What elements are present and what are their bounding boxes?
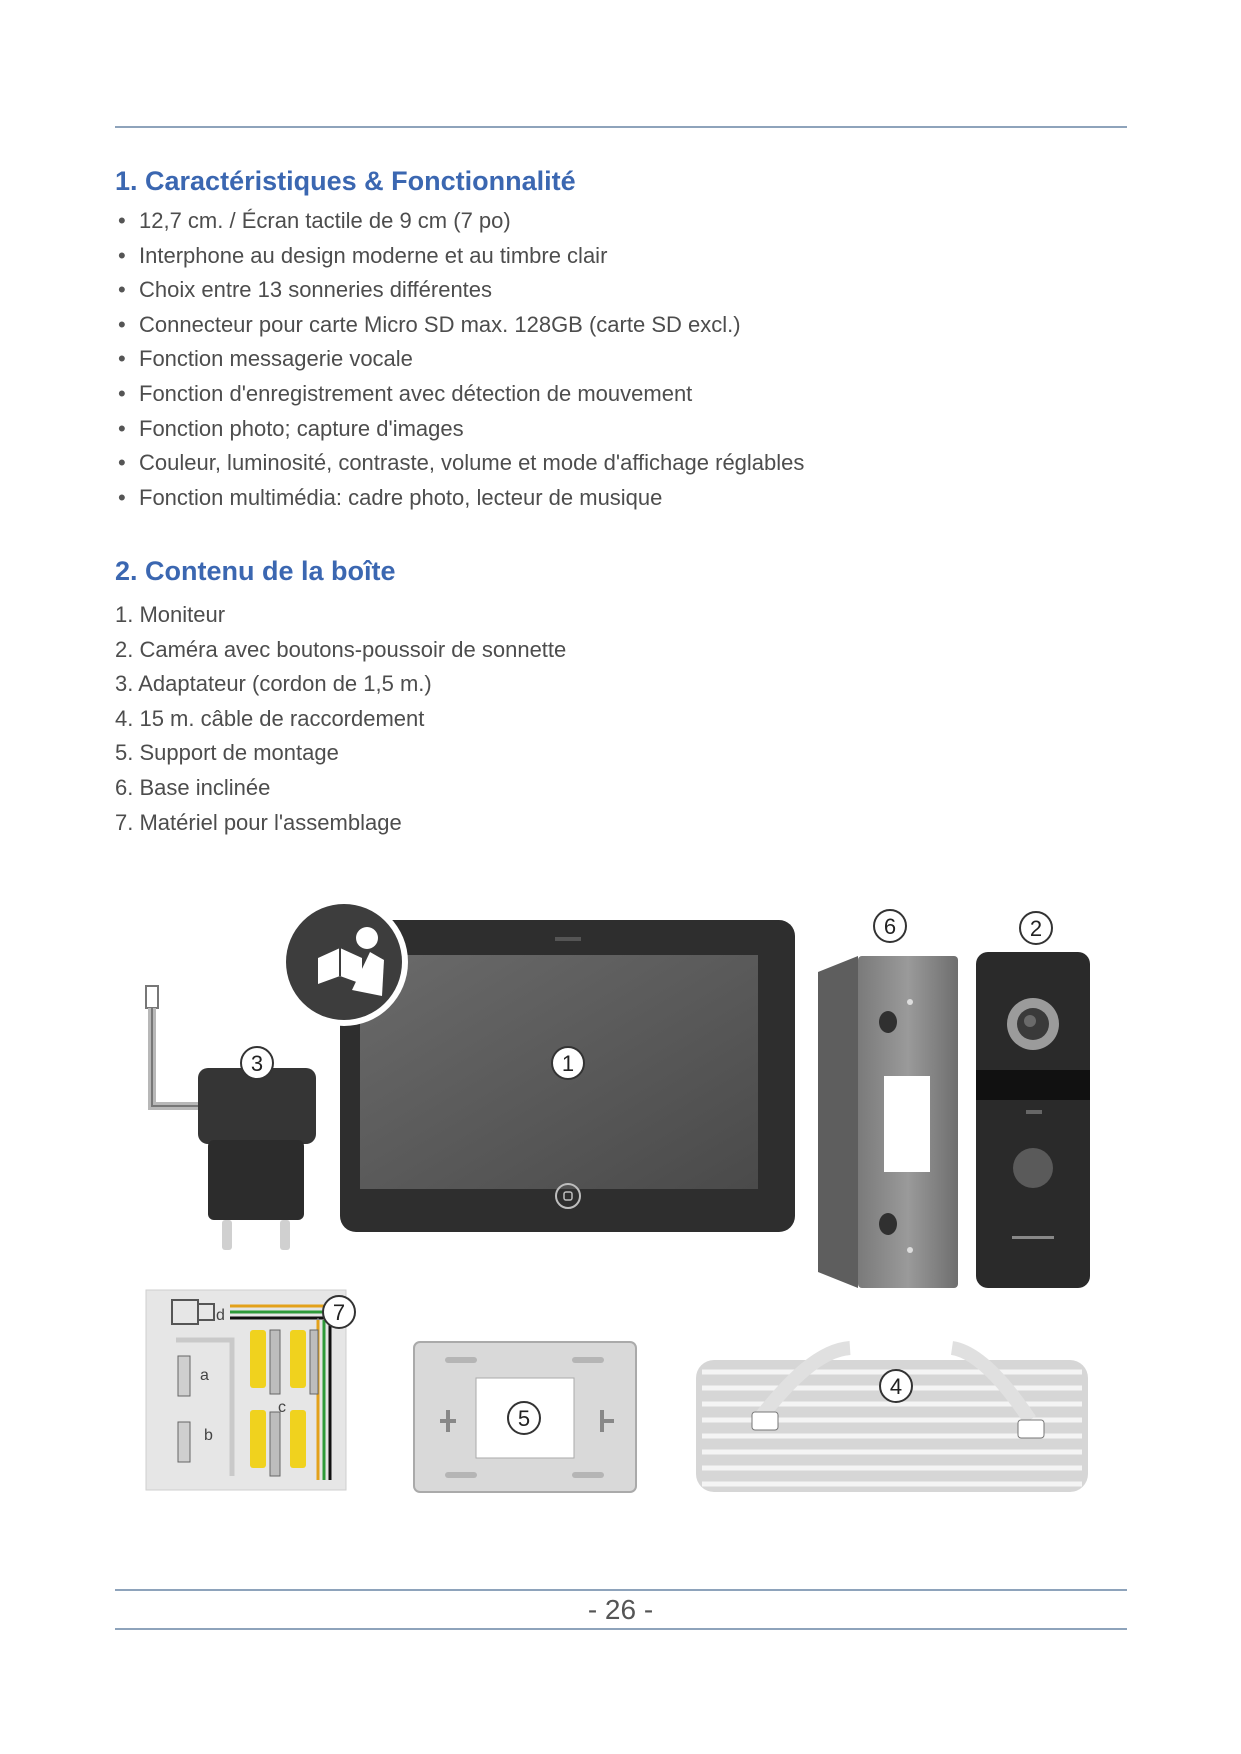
callout-5: [508, 1402, 540, 1434]
callout-2: [1020, 912, 1052, 944]
box-item: 6. Base inclinée: [115, 774, 271, 800]
read-manual-icon: [280, 898, 408, 1026]
svg-text:3: 3: [250, 1051, 264, 1076]
svg-text:1: 1: [561, 1051, 575, 1076]
callout-4: [880, 1370, 912, 1402]
box-contents-list: [115, 598, 566, 840]
section2-title: 2. Contenu de la boîte: [115, 556, 396, 586]
box-item: 7. Matériel pour l'assemblage: [115, 809, 402, 835]
footer-rule-bottom: [115, 1628, 1127, 1630]
tilt-base-illustration: [818, 956, 958, 1288]
svg-text:5: 5: [517, 1406, 531, 1431]
adapter-illustration: [146, 986, 316, 1250]
callout-3: [241, 1047, 273, 1079]
footer-rule-top: [115, 1589, 1127, 1591]
hardware-letter-a: a: [200, 1367, 209, 1384]
feature-item: • 12,7 cm. / Écran tactile de 9 cm (7 po): [115, 204, 804, 239]
svg-text:6: 6: [883, 914, 897, 939]
doorbell-camera-illustration: [976, 952, 1090, 1288]
feature-item: • Fonction messagerie vocale: [115, 342, 804, 377]
svg-text:7: 7: [332, 1300, 346, 1325]
feature-item: • Interphone au design moderne et au timbre clair: [115, 239, 804, 274]
box-item: 3. Adaptateur (cordon de 1,5 m.): [115, 671, 432, 697]
hardware-letter-b: b: [204, 1427, 213, 1444]
section1-title: 1. Caractéristiques & Fonctionnalité: [115, 166, 576, 196]
top-rule: [115, 126, 1127, 128]
features-list: [115, 204, 804, 515]
page-number: - 26 -: [587, 1594, 654, 1625]
callout-7: [323, 1296, 355, 1328]
box-item: 4. 15 m. câble de raccordement: [115, 705, 425, 731]
svg-text:4: 4: [889, 1374, 903, 1399]
box-item: 1. Moniteur: [115, 602, 226, 627]
feature-item: • Fonction d'enregistrement avec détection de mouvement: [115, 377, 804, 412]
box-item: 2. Caméra avec boutons-poussoir de sonnette: [115, 636, 567, 662]
feature-item: • Fonction multimédia: cadre photo, lecteur de musique: [115, 481, 804, 516]
feature-item: • Couleur, luminosité, contraste, volume et mode d'affichage réglables: [115, 446, 804, 481]
feature-item: • Connecteur pour carte Micro SD max. 128GB (carte SD excl.): [115, 308, 804, 343]
svg-text:2: 2: [1029, 916, 1043, 941]
hardware-letter-d: d: [216, 1307, 225, 1324]
hardware-kit-illustration: [146, 1290, 346, 1490]
box-item: 5. Support de montage: [115, 740, 339, 766]
callout-1: [552, 1047, 584, 1079]
hardware-letter-c: c: [278, 1399, 286, 1416]
feature-item: • Fonction photo; capture d'images: [115, 412, 804, 447]
callout-6: [874, 910, 906, 942]
feature-item: • Choix entre 13 sonneries différentes: [115, 273, 804, 308]
box-contents-figure: [140, 890, 1100, 1510]
